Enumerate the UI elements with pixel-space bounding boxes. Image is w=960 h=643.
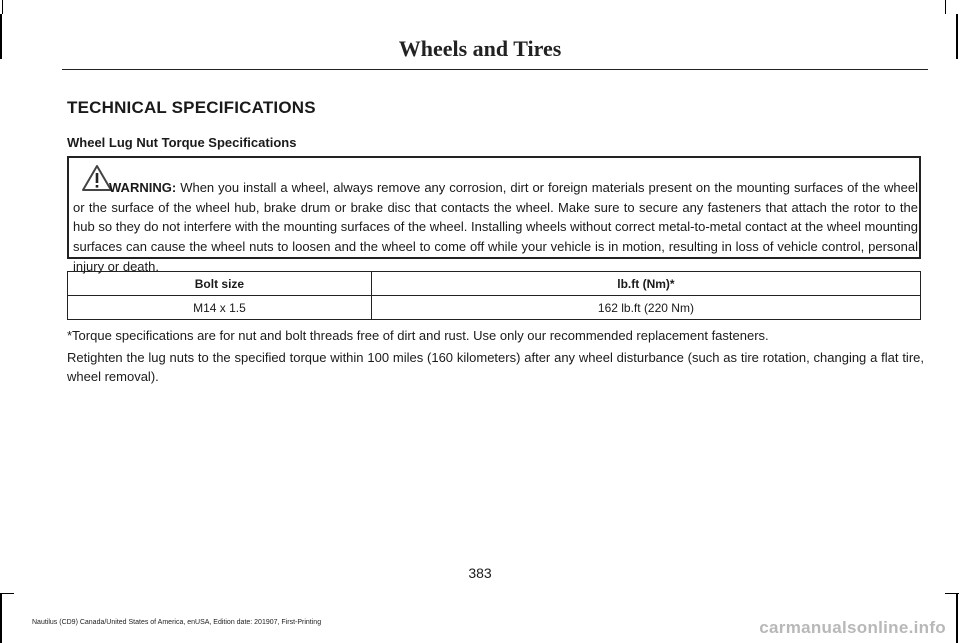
- table-header-cell: lb.ft (Nm)*: [371, 272, 920, 296]
- footer-edition-text: Nautilus (CD9) Canada/United States of America, enUSA, Edition date: 201907, First-Printing: [32, 619, 322, 626]
- crop-mark: [0, 593, 14, 594]
- table-row: [68, 296, 921, 320]
- page-header-title: Wheels and Tires: [398, 36, 562, 61]
- page-number: 383: [468, 565, 492, 581]
- section-subheading: Wheel Lug Nut Torque Specifications: [67, 135, 297, 150]
- header-divider: [62, 69, 928, 70]
- crop-mark: [0, 593, 2, 643]
- warning-box: [67, 156, 921, 274]
- torque-spec-table: [67, 271, 921, 320]
- watermark: carmanualsonline.info: [759, 618, 946, 637]
- crop-mark: [945, 593, 959, 594]
- crop-mark: [945, 0, 946, 14]
- warning-text: [73, 178, 918, 277]
- warning-label: WARNING:: [109, 180, 177, 195]
- retighten-paragraph: Retighten the lug nuts to the specified torque within 100 miles (160 kilometers) after any wheel disturbance (such as tire rotation, changing a flat tire, wheel removal).: [67, 350, 924, 384]
- section-title: TECHNICAL SPECIFICATIONS: [67, 98, 316, 117]
- warning-body: When you install a wheel, always remove any corrosion, dirt or foreign materials present on the mounting surfaces of the wheel or the surface of the wheel hub, brake drum or brake disc that contacts the wheel. Make sure to secure any fasteners that attach the rotor to the hub so they do not interfere with the mounting surfaces of the wheel. Installing wheels without correct metal-to-metal contact at the wheel mounting surfaces can cause the wheel nuts to loosen and the wheel to come off while your vehicle is in motion, resulting in loss of vehicle control, personal injury or death.: [73, 180, 918, 274]
- footnote-paragraph: *Torque specifications are for nut and bolt threads free of dirt and rust. Use only our recommended replacement fasteners.: [67, 328, 769, 343]
- table-cell: 162 lb.ft (220 Nm): [371, 296, 920, 320]
- crop-mark: [2, 0, 3, 14]
- table-header-row: [68, 272, 921, 296]
- table-cell: M14 x 1.5: [68, 296, 372, 320]
- table-header-cell: Bolt size: [68, 272, 372, 296]
- crop-mark: [956, 593, 958, 643]
